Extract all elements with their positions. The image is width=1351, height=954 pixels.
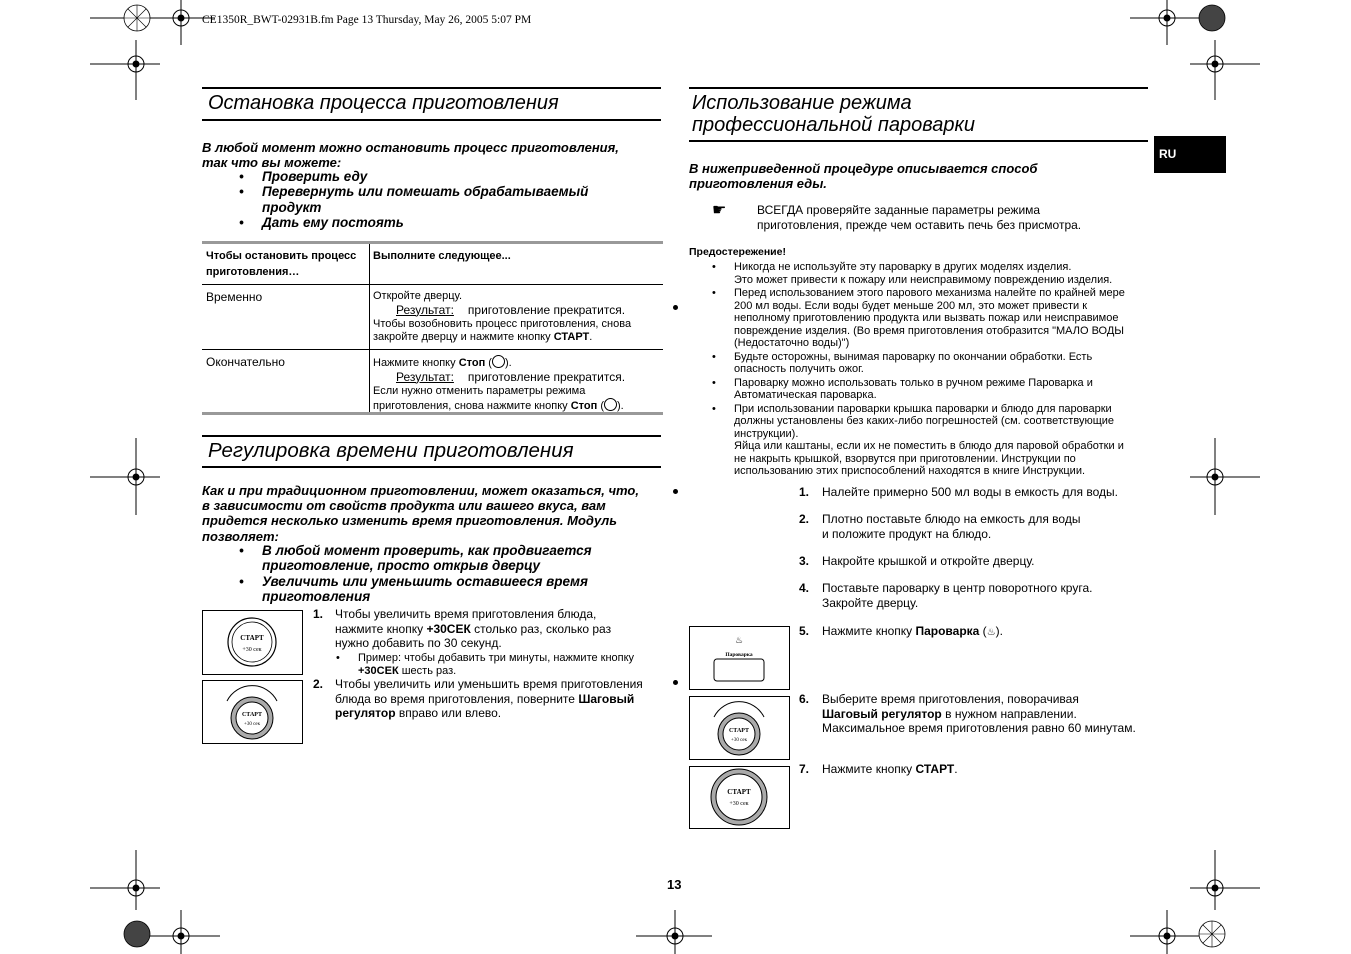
note-text: ВСЕГДА проверяйте заданные параметры режима приготовления, прежде чем оставить печь без присмотра. <box>757 203 1082 232</box>
caution-list: • Никогда не используйте эту пароварку в других моделях изделия. Это может привести к пожару или неисправимому повреждению изделия. • Перед использованием этого парового механизма налейте по крайней мере 200 мл воды. Если воды будет меньше 200 мл, это может привести к неполному приготовлению продукта или вызвать пожар или неисправимое повреждение изделия. (Во время приготовления отобразится "МАЛО ВОДЫ (Недостаточно воды)") • Будьте осторожны, вынимая пароварку по окончании обработки. Есть опасность получить ожог. • Пароварку можно использовать только в ручном режиме Пароварка и Автоматическая пароварка. • При использовании пароварки крышка пароварки и блюдо для пароварки должны установлены без каких-либо погрешностей (см. соответствующие инструкции). Яйца или каштаны, если их не поместить в блюдо для паровой обработки и не накрыть крышкой, взорвутся при приготовлении. Инструкции по использованию этих приспособлений находятся в книге Инструкции. <box>712 261 1125 477</box>
row-instructions: Нажмите кнопку Стоп ( ). Результат: приготовление прекратится. Если нужно отменить параметры режима приготовления, снова нажмите кнопку Стоп ( ). <box>373 357 626 412</box>
step-text: Плотно поставьте блюдо на емкость для воды и положите продукт на блюдо. <box>822 512 1081 541</box>
step-text: Налейте примерно 500 мл воды в емкость для воды. <box>822 485 1118 499</box>
rule <box>202 119 661 121</box>
table-header-1: Чтобы остановить процесс приготовления… <box>206 250 357 278</box>
steam-button-illustration <box>689 626 790 690</box>
step-number: 4. <box>799 581 810 595</box>
step-number: 1. <box>799 485 810 499</box>
rule <box>202 435 661 437</box>
step-subnote: • Пример: чтобы добавить три минуты, нажмите кнопку +30СЕК шесть раз. <box>336 652 635 677</box>
margin-dot <box>673 489 678 494</box>
stop-icon <box>604 398 617 411</box>
svg-text:+30 сек: +30 сек <box>731 738 747 743</box>
svg-text:СТАРТ: СТАРТ <box>728 728 750 734</box>
rule <box>202 466 661 468</box>
svg-text:СТАРТ: СТАРТ <box>241 712 263 718</box>
step-text: Чтобы увеличить или уменьшить время приготовления блюда во время приготовления, поверните Шаговый регулятор вправо или влево. <box>335 677 643 720</box>
step-number: 7. <box>799 762 810 776</box>
margin-dot <box>673 680 678 685</box>
step-number: 6. <box>799 692 810 706</box>
dial-knob-icon <box>203 681 302 743</box>
svg-text:Пароварка: Пароварка <box>725 652 753 658</box>
rule <box>689 87 1148 89</box>
section-title: Остановка процесса приготовления <box>208 92 559 114</box>
step-text: Нажмите кнопку Пароварка (♨). <box>822 624 1003 638</box>
table-header-2: Выполните следующее... <box>373 250 511 262</box>
step-text: Чтобы увеличить время приготовления блюда, нажмите кнопку +30СЕК столько раз, сколько раз нужно добавить по 30 секунд. <box>335 607 612 650</box>
row-label: Окончательно <box>206 355 285 369</box>
step-text: Нажмите кнопку СТАРТ. <box>822 762 958 776</box>
svg-text:♨: ♨ <box>734 635 744 645</box>
language-tab: RU <box>1154 136 1226 173</box>
rule <box>202 87 661 89</box>
start-button-illustration <box>202 610 303 675</box>
step-number: 1. <box>313 607 324 621</box>
rule <box>202 349 663 350</box>
dial-knob-icon <box>690 697 789 759</box>
file-header: CE1350R_BWT-02931B.fm Page 13 Thursday, May 26, 2005 5:07 PM <box>202 14 532 26</box>
bullet-list: • В любой момент проверить, как продвигается приготовление, просто открыв дверцу • Увеличить или уменьшить оставшееся время приготовления <box>239 543 592 605</box>
rule <box>202 241 663 244</box>
step-number: 2. <box>313 677 324 691</box>
steam-icon: ♨ <box>986 627 996 638</box>
intro-text: Как и при традиционном приготовлении, может оказаться, что, в зависимости от свойств продукта или вашего вкуса, вам придется несколько изменить время приготовления. Модуль позволяет: <box>202 483 639 544</box>
row-instructions: Откройте дверцу. Результат: приготовление прекратится. Чтобы возобновить процесс приготовления, снова закройте дверцу и нажмите кнопку СТАРТ. <box>373 290 632 343</box>
steam-button-icon <box>690 627 789 689</box>
svg-text:СТАРТ: СТАРТ <box>240 634 264 642</box>
svg-text:+30 сек: +30 сек <box>244 722 260 727</box>
dial-illustration <box>689 696 790 760</box>
svg-text:СТАРТ: СТАРТ <box>727 788 751 796</box>
step-text: Накройте крышкой и откройте дверцу. <box>822 554 1035 568</box>
margin-dot <box>673 305 678 310</box>
start-button-icon <box>203 611 302 674</box>
rule <box>202 412 663 415</box>
rule <box>689 140 1148 142</box>
section-title: Использование режима профессиональной пароварки <box>692 92 976 136</box>
svg-text:+30 сек: +30 сек <box>729 801 749 807</box>
intro-text: В любой момент можно остановить процесс приготовления, так что вы можете: <box>202 140 619 171</box>
row-label: Временно <box>206 290 263 304</box>
page-number: 13 <box>667 877 682 892</box>
intro-text: В нижеприведенной процедуре описывается способ приготовления еды. <box>689 161 1038 192</box>
step-text: Поставьте пароварку в центр поворотного круга. Закройте дверцу. <box>822 581 1093 610</box>
start-button-icon <box>690 767 789 828</box>
step-number: 2. <box>799 512 810 526</box>
dial-illustration <box>202 680 303 744</box>
section-title: Регулировка времени приготовления <box>208 439 574 462</box>
table-divider <box>369 244 370 413</box>
start-button-illustration <box>689 766 790 829</box>
pointing-hand-icon: ☛ <box>712 202 727 219</box>
stop-icon <box>492 355 505 368</box>
step-number: 3. <box>799 554 810 568</box>
step-number: 5. <box>799 624 810 638</box>
caution-title: Предостережение! <box>689 246 786 258</box>
bullet-list: • Проверить еду • Перевернуть или помешать обрабатываемый продукт • Дать ему постоять <box>239 169 589 231</box>
svg-text:+30 сек: +30 сек <box>242 647 262 653</box>
rule <box>202 284 663 285</box>
step-text: Выберите время приготовления, поворачивая Шаговый регулятор в нужном направлении. Максимальное время приготовления равно 60 минутам. <box>822 692 1136 735</box>
